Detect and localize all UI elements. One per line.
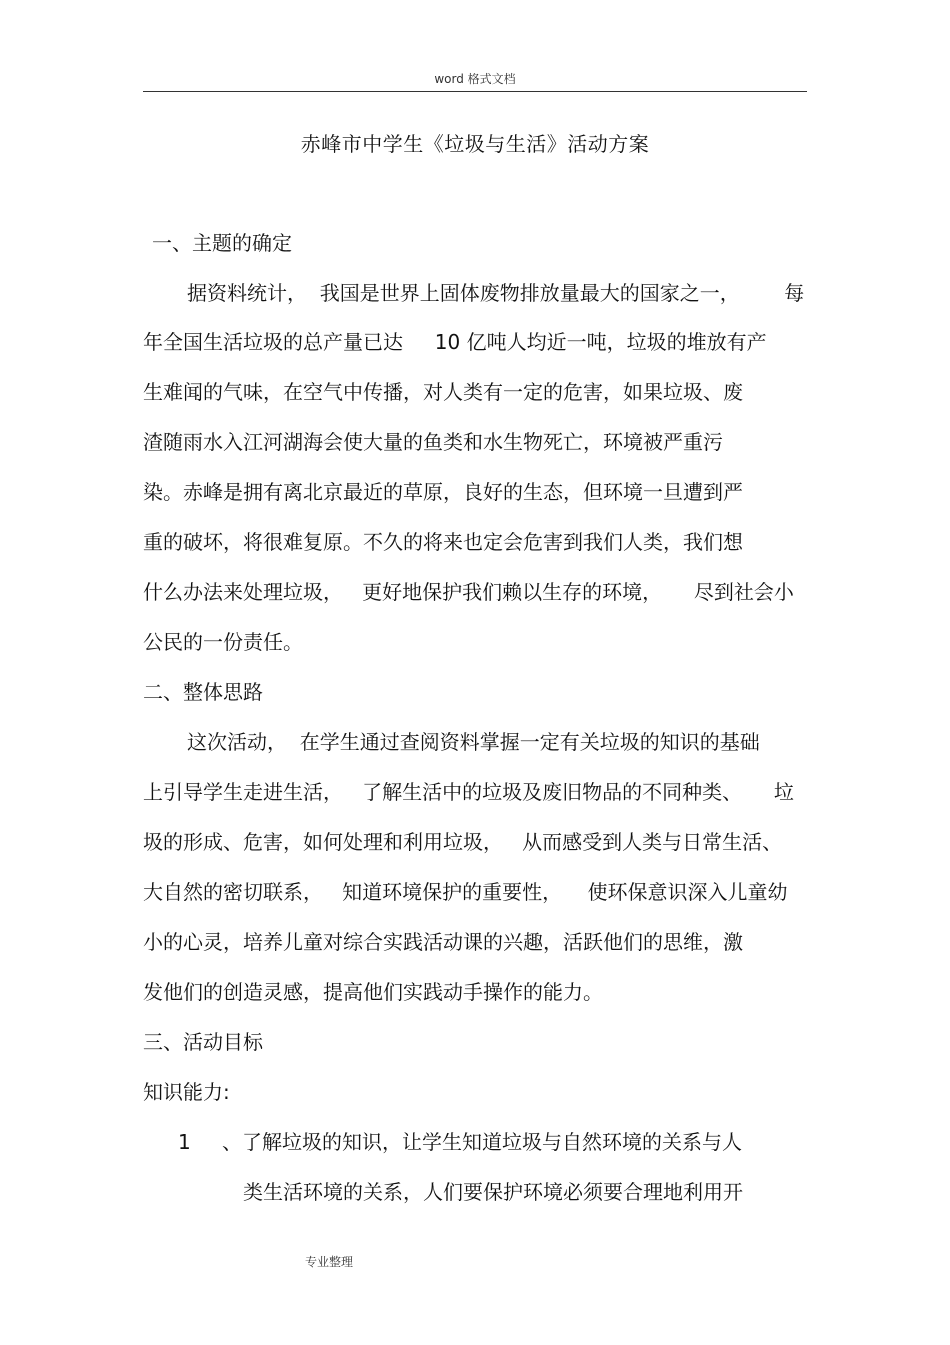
paragraph-line: 什么办法来处理垃圾， 更好地保护我们赖以生存的环境， 尽到社会小: [143, 580, 794, 604]
header-rule: [143, 91, 807, 92]
list-item-line: 、了解垃圾的知识，让学生知道垃圾与自然环境的关系与人: [222, 1130, 742, 1154]
paragraph-line: 发他们的创造灵感，提高他们实践动手操作的能力。: [143, 980, 603, 1004]
list-item-number: 1: [178, 1130, 191, 1154]
paragraph-line: 大自然的密切联系， 知道环境保护的重要性， 使环保意识深入儿童幼: [143, 880, 788, 904]
document-title: 赤峰市中学生《垃圾与生活》活动方案: [300, 132, 650, 156]
page-header: word 格式文档: [434, 72, 516, 86]
paragraph-line: 生难闻的气味，在空气中传播，对人类有一定的危害，如果垃圾、废: [143, 380, 743, 404]
section-3-heading: 三、活动目标: [143, 1030, 263, 1054]
paragraph-line: 据资料统计， 我国是世界上固体废物排放量最大的国家之一， 每: [187, 281, 805, 305]
paragraph-line: 染。赤峰是拥有离北京最近的草原，良好的生态，但环境一旦遭到严: [143, 480, 743, 504]
paragraph-line: 渣随雨水入江河湖海会使大量的鱼类和水生物死亡，环境被严重污: [143, 430, 723, 454]
paragraph-line: 公民的一份责任。: [143, 630, 303, 654]
paragraph-line: 圾的形成、危害，如何处理和利用垃圾， 从而感受到人类与日常生活、: [143, 830, 783, 854]
section-2-heading: 二、整体思路: [143, 680, 263, 704]
subheading-knowledge: 知识能力:: [143, 1080, 230, 1104]
paragraph-line: 小的心灵，培养儿童对综合实践活动课的兴趣，活跃他们的思维，激: [143, 930, 743, 954]
paragraph-line: 年全国生活垃圾的总产量已达 10 亿吨人均近一吨，垃圾的堆放有产: [143, 330, 767, 354]
section-1-heading: 一、主题的确定: [152, 231, 292, 255]
page-footer: 专业整理: [305, 1255, 354, 1269]
paragraph-line: 上引导学生走进生活， 了解生活中的垃圾及废旧物品的不同种类、 垃: [143, 780, 794, 804]
list-item-line: 类生活环境的关系，人们要保护环境必须要合理地利用开: [243, 1180, 743, 1204]
paragraph-line: 重的破坏，将很难复原。不久的将来也定会危害到我们人类，我们想: [143, 530, 743, 554]
paragraph-line: 这次活动， 在学生通过查阅资料掌握一定有关垃圾的知识的基础: [187, 730, 760, 754]
